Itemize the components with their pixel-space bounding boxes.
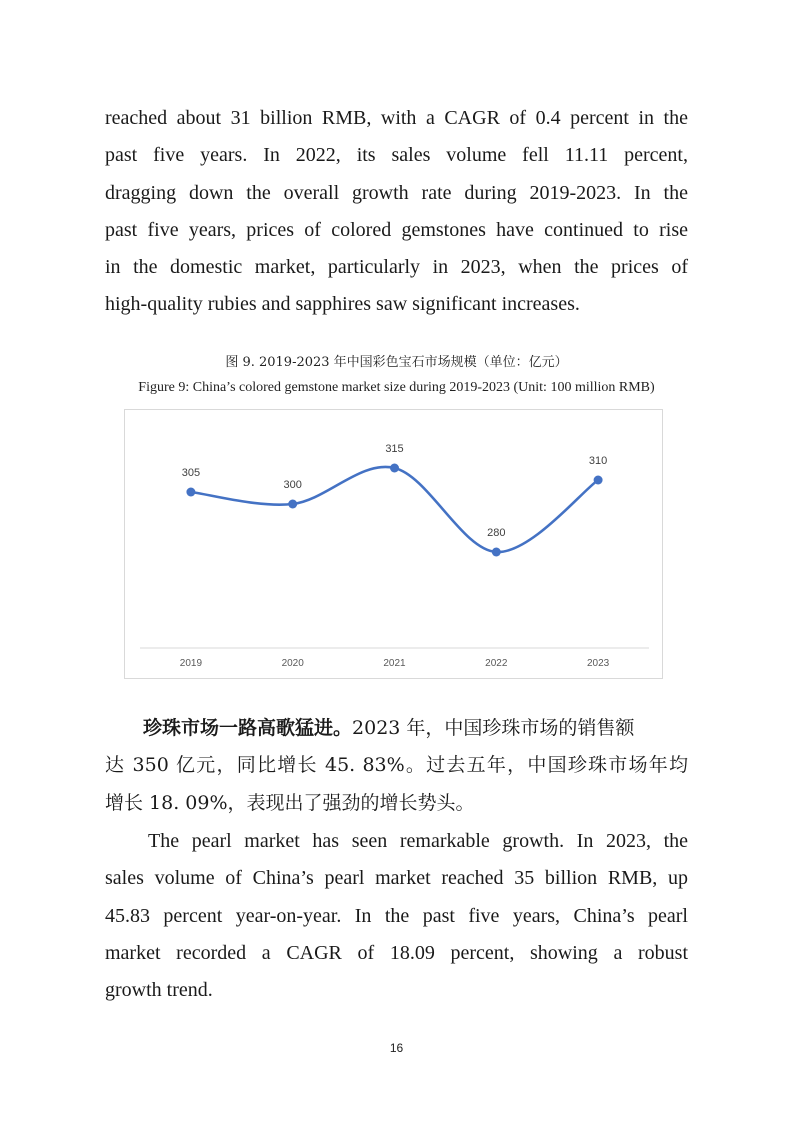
data-point	[594, 476, 603, 485]
x-tick-label: 2020	[281, 658, 304, 669]
text-span: 2023 年，中国珍珠市场的销售额	[352, 717, 635, 739]
figure-caption-chinese: 图 9. 2019-2023 年中国彩色宝石市场规模（单位：亿元）	[225, 355, 568, 370]
text-line: sales volume of China’s pearl market reached 35 billion RMB, up	[105, 867, 688, 890]
x-tick-label: 2019	[179, 658, 203, 669]
x-tick-label: 2021	[383, 658, 406, 669]
text-line: past five years, prices of colored gemstones have continued to rise	[105, 218, 688, 241]
text-line: growth trend.	[105, 979, 213, 1002]
data-label: 310	[588, 455, 608, 467]
text-line	[105, 710, 688, 747]
line-chart-svg	[125, 410, 664, 680]
text-line: The pearl market has seen remarkable growth. In 2023, the	[148, 830, 688, 852]
text-line: market recorded a CAGR of 18.09 percent, showing a robust	[105, 941, 688, 964]
data-label: 280	[487, 527, 506, 539]
text-line: high-quality rubies and sapphires saw significant increases.	[105, 293, 580, 316]
data-label: 315	[385, 443, 404, 455]
x-tick-label: 2022	[485, 658, 508, 669]
data-point	[390, 464, 399, 473]
data-point	[492, 548, 501, 557]
data-point	[186, 488, 195, 497]
page-number: 16	[389, 1041, 404, 1055]
text-line: 增长 18. 09%，表现出了强劲的增长势头。	[105, 791, 475, 814]
text-line: 达 350 亿元，同比增长 45. 83%。过去五年，中国珍珠市场年均	[105, 754, 688, 777]
line-chart	[124, 409, 663, 679]
text-line: reached about 31 billion RMB, with a CAGR of 0.4 percent in the	[105, 107, 688, 129]
paragraph-pearl-cn	[105, 710, 688, 822]
text-line: 45.83 percent year-on-year. In the past five years, China’s pearl	[105, 904, 688, 927]
data-label: 305	[181, 467, 201, 479]
paragraph-gemstone-prices	[105, 100, 688, 324]
data-point	[288, 500, 297, 509]
text-line: dragging down the overall growth rate during 2019-2023. In the	[105, 181, 688, 204]
text-line: past five years. In 2022, its sales volume fell 11.11 percent,	[105, 144, 688, 167]
x-tick-label: 2023	[586, 658, 610, 669]
series-line	[191, 467, 598, 552]
data-label: 300	[283, 479, 302, 491]
paragraph-pearl-en	[105, 823, 688, 1009]
figure-caption-english: Figure 9: China’s colored gemstone market size during 2019-2023 (Unit: 100 million RMB)	[138, 380, 655, 395]
bold-lead-sentence: 珍珠市场一路高歌猛进。	[143, 717, 353, 739]
text-line: in the domestic market, particularly in 2023, when the prices of	[105, 256, 688, 279]
